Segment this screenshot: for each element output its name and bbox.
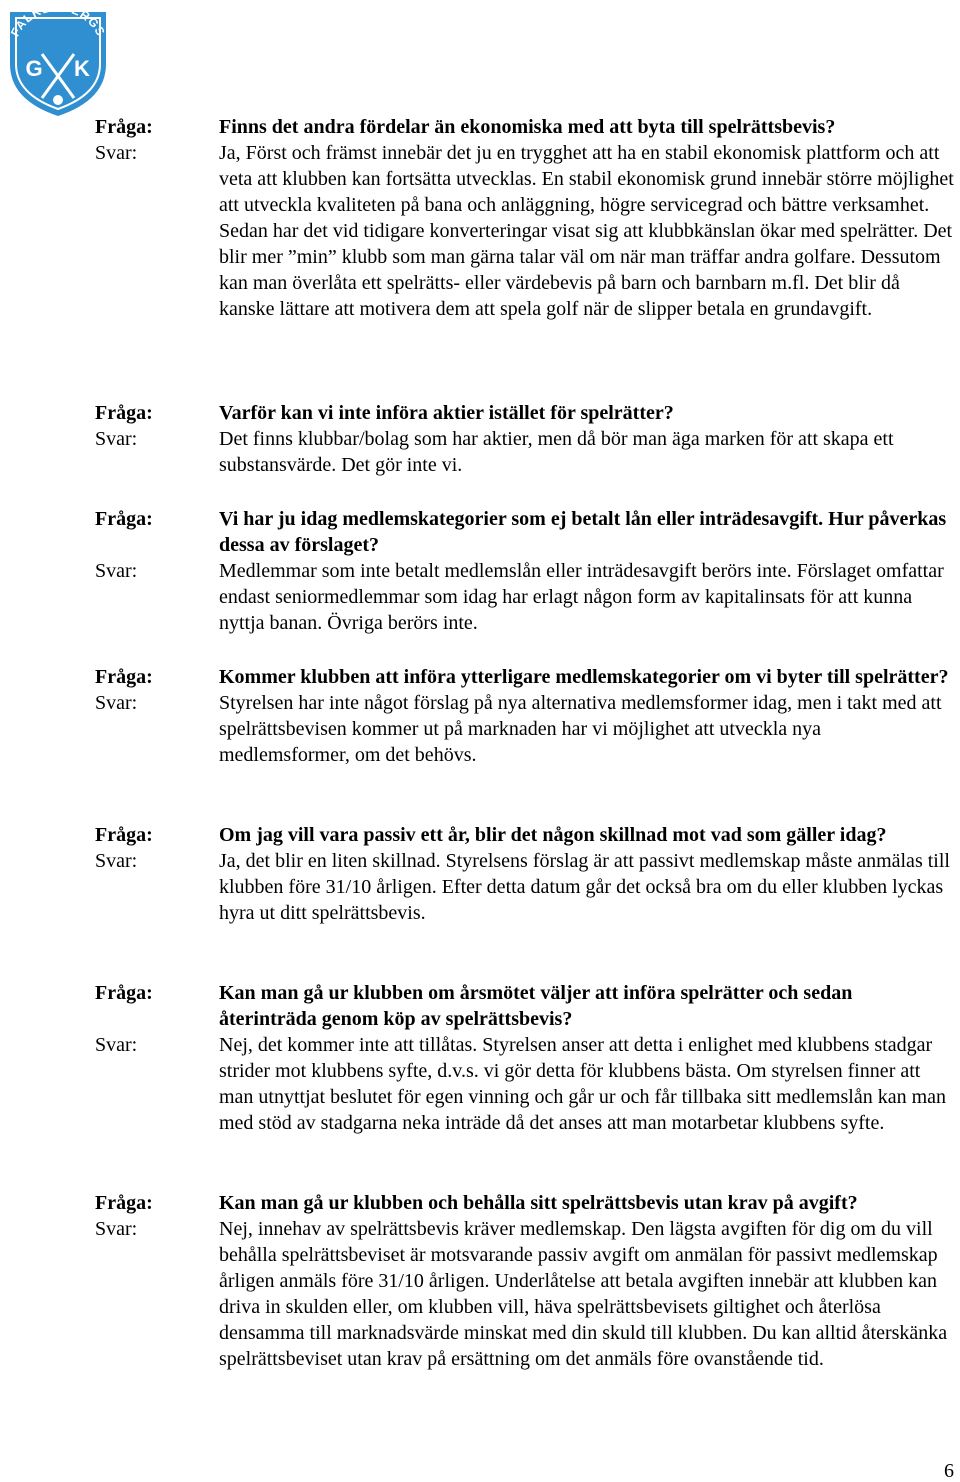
logo-initial-right: K xyxy=(74,56,90,81)
answer-text: Nej, innehav av spelrättsbevis kräver medlemskap. Den lägsta avgiften för dig om du vill behålla spelrättsbeviset är motsvarande passiv avgift om anmälan för passivt medlemskap årligen anmäls före 31/10 årligen. Underlåtelse att betala avgiften innebär att klubben kan driva in skulden eller, om klubben vill, häva spelrättsbevisets giltighet och återlösa densamma till marknadsvärde minskat med din skuld till klubben. Du kan alltid återskänka spelrättsbeviset utan krav på ersättning om det anmäls före ovanstående tid. xyxy=(219,1218,948,1370)
answer-text: Ja, det blir en liten skillnad. Styrelsens förslag är att passivt medlemskap måste anmälas till klubben före 31/10 årligen. Efter detta datum går det också bra om du eller klubben lyckas hyra ut ditt spelrättsbevis. xyxy=(219,850,950,924)
answer-text: Styrelsen har inte något förslag på nya alternativa medlemsformer idag, men i takt med att spelrättsbevisen kommer ut på marknaden har vi möjlighet att utveckla nya medlemsformer, om det behövs. xyxy=(219,692,942,766)
qa-block xyxy=(0,980,960,1136)
answer-row xyxy=(0,558,960,636)
answer-label: Svar: xyxy=(95,692,138,714)
qa-block xyxy=(0,822,960,926)
answer-label: Svar: xyxy=(95,1034,138,1056)
qa-block xyxy=(0,664,960,768)
question-row xyxy=(0,400,960,426)
question-label: Fråga: xyxy=(95,508,153,530)
question-text: Om jag vill vara passiv ett år, blir det någon skillnad mot vad som gäller idag? xyxy=(219,824,887,846)
answer-text: Medlemmar som inte betalt medlemslån eller inträdesavgift berörs inte. Förslaget omfattar endast seniormedlemmar som idag har erlagt någon form av kapitalinsats för att kunna nyttja banan. Övriga berörs inte. xyxy=(219,560,944,634)
answer-text: Det finns klubbar/bolag som har aktier, men då bör man äga marken för att skapa ett substansvärde. Det gör inte vi. xyxy=(219,428,894,476)
answer-text: Nej, det kommer inte att tillåtas. Styrelsen anser att detta i enlighet med klubbens stadgar strider mot klubbens syfte, d.v.s. vi gör detta för klubbens bästa. Om styrelsen finner att man utnyttjat beslutet för egen vinning och går ur och får tillbaka sitt medlemslån kan man med stöd av stadgarna neka inträde då det anses att man motarbetar klubbens syfte. xyxy=(219,1034,947,1134)
question-row xyxy=(0,114,960,140)
answer-row xyxy=(0,690,960,768)
question-row xyxy=(0,980,960,1032)
qa-block xyxy=(0,506,960,636)
answer-label: Svar: xyxy=(95,850,138,872)
club-logo xyxy=(2,2,114,118)
logo-brand-text: FALKENBERGS xyxy=(7,2,109,39)
answer-row xyxy=(0,848,960,926)
answer-text: Ja, Först och främst innebär det ju en trygghet att ha en stabil ekonomisk plattform och att veta att klubben kan fortsätta utvecklas. En stabil ekonomisk grund innebär större möjlighet att utveckla kvaliteten på bana och anläggning, högre servicegrad och bättre verksamhet. Sedan har det vid tidigare konverteringar visat sig att klubbkänslan ökar med spelrätter. Det blir mer ”min” klubb som man gärna talar väl om när man träffar andra golfare. Dessutom kan man överlåta ett spelrätts- eller värdebevis på barn och barnbarn m.fl. Det blir då kanske lättare att motivera dem att spela golf när de slipper betala en grundavgift. xyxy=(219,142,954,320)
question-row xyxy=(0,664,960,690)
answer-row xyxy=(0,1216,960,1372)
answer-label: Svar: xyxy=(95,560,138,582)
answer-label: Svar: xyxy=(95,142,138,164)
answer-row xyxy=(0,426,960,478)
question-label: Fråga: xyxy=(95,982,153,1004)
question-label: Fråga: xyxy=(95,116,153,138)
question-text: Finns det andra fördelar än ekonomiska med att byta till spelrättsbevis? xyxy=(219,116,836,138)
answer-row xyxy=(0,1032,960,1136)
qa-block xyxy=(0,1190,960,1372)
question-label: Fråga: xyxy=(95,402,153,424)
question-row xyxy=(0,822,960,848)
question-text: Vi har ju idag medlemskategorier som ej betalt lån eller inträdesavgift. Hur påverkas dessa av förslaget? xyxy=(219,508,947,556)
question-label: Fråga: xyxy=(95,666,153,688)
question-label: Fråga: xyxy=(95,1192,153,1214)
answer-label: Svar: xyxy=(95,1218,138,1240)
question-label: Fråga: xyxy=(95,824,153,846)
question-text: Kommer klubben att införa ytterligare medlemskategorier om vi byter till spelrätter? xyxy=(219,666,949,688)
page-number: 6 xyxy=(944,1460,954,1482)
question-row xyxy=(0,1190,960,1216)
question-row xyxy=(0,506,960,558)
qa-block xyxy=(0,114,960,322)
question-text: Kan man gå ur klubben och behålla sitt spelrättsbevis utan krav på avgift? xyxy=(219,1192,858,1214)
question-text: Varför kan vi inte införa aktier istället för spelrätter? xyxy=(219,402,674,424)
answer-label: Svar: xyxy=(95,428,138,450)
question-text: Kan man gå ur klubben om årsmötet väljer att införa spelrätter och sedan återinträda genom köp av spelrättsbevis? xyxy=(219,982,853,1030)
answer-row xyxy=(0,140,960,322)
logo-initial-left: G xyxy=(25,56,43,81)
qa-block xyxy=(0,400,960,478)
